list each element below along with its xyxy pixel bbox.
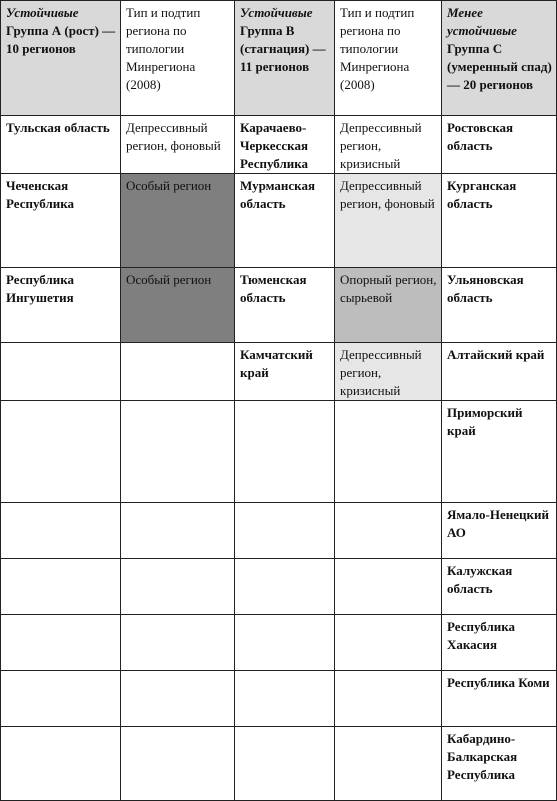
- group-b-type: [335, 503, 442, 559]
- group-b-region: Камчатский край: [235, 343, 335, 401]
- group-a-type: [121, 503, 235, 559]
- group-b-stability-label: Устойчивые: [240, 5, 313, 20]
- group-b-region: [235, 401, 335, 503]
- group-a-region: [1, 401, 121, 503]
- group-a-type: [121, 727, 235, 801]
- group-b-type: Депрессивный регион, фоновый: [335, 174, 442, 268]
- group-a-region: Республика Ингушетия: [1, 268, 121, 343]
- group-c-title: Группа С (умеренный спад) — 20 регионов: [447, 41, 552, 92]
- group-b-region: [235, 559, 335, 615]
- group-b-region: [235, 615, 335, 671]
- group-a-type: [121, 401, 235, 503]
- group-b-type: Депрессивный регион, кризисный: [335, 116, 442, 174]
- group-c-region: Кабардино-Балкарская Республика: [442, 727, 557, 801]
- group-c-region: Ростовская область: [442, 116, 557, 174]
- header-row: [1, 1, 557, 116]
- table-row: [1, 116, 557, 174]
- group-a-region: [1, 503, 121, 559]
- group-b-type: [335, 615, 442, 671]
- header-type-col-2: [335, 1, 442, 116]
- header-type-col-1: [121, 1, 235, 116]
- group-c-region: Ульяновская область: [442, 268, 557, 343]
- header-group-c: [442, 1, 557, 116]
- group-a-region: Чеченская Республика: [1, 174, 121, 268]
- group-c-region: Курганская область: [442, 174, 557, 268]
- group-a-type: [121, 343, 235, 401]
- group-a-region: [1, 559, 121, 615]
- group-c-region: Алтайский край: [442, 343, 557, 401]
- group-b-region: Мурманская область: [235, 174, 335, 268]
- group-a-region: [1, 615, 121, 671]
- group-a-type: [121, 671, 235, 727]
- table-row: [1, 671, 557, 727]
- group-a-title: Группа А (рост) — 10 регионов: [6, 23, 116, 56]
- table-row: [1, 401, 557, 503]
- group-b-region: [235, 727, 335, 801]
- group-a-region: [1, 671, 121, 727]
- group-c-stability-label: Менее устойчивые: [447, 5, 517, 38]
- group-a-region: [1, 727, 121, 801]
- group-b-type: [335, 727, 442, 801]
- group-b-type: [335, 401, 442, 503]
- group-c-region: Калужская область: [442, 559, 557, 615]
- group-c-region: Приморский край: [442, 401, 557, 503]
- group-a-type: Депрессивный регион, фоновый: [121, 116, 235, 174]
- group-a-region: [1, 343, 121, 401]
- group-b-region: Тюменская область: [235, 268, 335, 343]
- group-a-region: Тульская область: [1, 116, 121, 174]
- group-b-type: [335, 559, 442, 615]
- group-c-region: Республика Коми: [442, 671, 557, 727]
- type-col-2-title: Тип и подтип региона по типологии Минрегиона (2008): [340, 5, 415, 92]
- group-c-region: Республика Хакасия: [442, 615, 557, 671]
- group-a-type: [121, 559, 235, 615]
- group-b-type: Депрессивный регион, кризисный: [335, 343, 442, 401]
- table-row: [1, 727, 557, 801]
- group-b-title: Группа В (стагнация) — 11 регионов: [240, 23, 326, 74]
- group-b-type: [335, 671, 442, 727]
- table-row: [1, 503, 557, 559]
- group-b-region: Карачаево-Черкесская Республика: [235, 116, 335, 174]
- group-a-type: [121, 615, 235, 671]
- group-c-region: Ямало-Ненецкий АО: [442, 503, 557, 559]
- type-col-1-title: Тип и подтип региона по типологии Минрегиона (2008): [126, 5, 201, 92]
- header-group-a: [1, 1, 121, 116]
- group-b-region: [235, 503, 335, 559]
- group-b-type: Опорный регион, сырьевой: [335, 268, 442, 343]
- group-a-stability-label: Устойчивые: [6, 5, 79, 20]
- table-row: [1, 268, 557, 343]
- group-a-type: Особый регион: [121, 268, 235, 343]
- header-group-b: [235, 1, 335, 116]
- group-a-type: Особый регион: [121, 174, 235, 268]
- table-row: [1, 343, 557, 401]
- table-row: [1, 615, 557, 671]
- group-b-region: [235, 671, 335, 727]
- table-row: [1, 559, 557, 615]
- table-row: [1, 174, 557, 268]
